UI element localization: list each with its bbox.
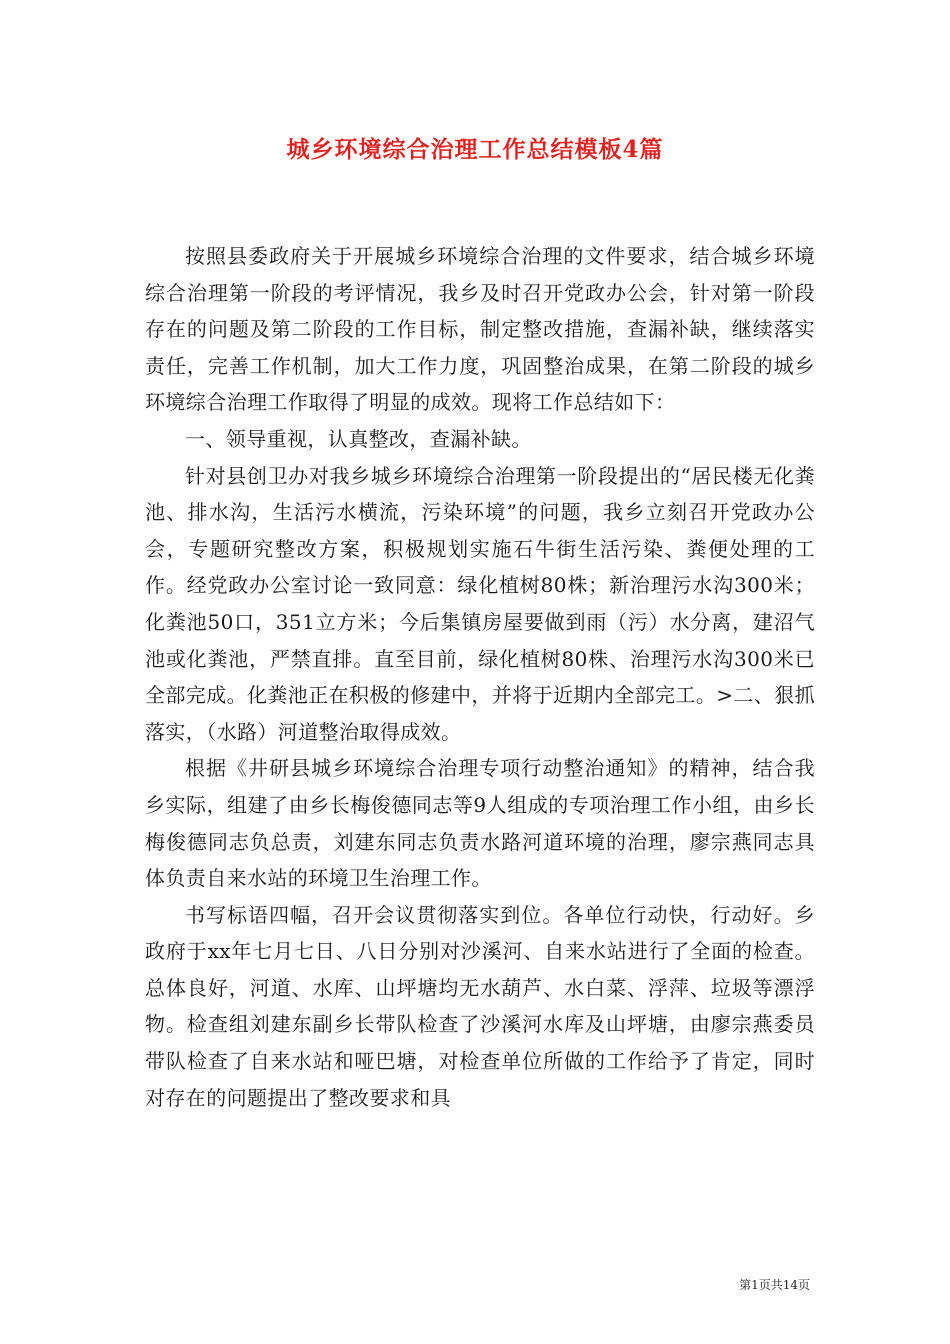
document-title: 城乡环境综合治理工作总结模板4篇 [286, 136, 664, 163]
paragraph-inspection: 书写标语四幅，召开会议贯彻落实到位。各单位行动快，行动好。乡政府于xx年七月七日、八日分别对沙溪河、自来水站进行了全面的检查。总体良好，河道、水库、山坪塘均无水葫芦、水白菜、浮萍、垃圾等漂浮物。检查组刘建东副乡长带队检查了沙溪河水库及山坪塘，由廖宗燕委员带队检查了自来水站和哑巴塘，对检查单位所做的工作给予了肯定，同时对存在的问题提出了整改要求和具 [145, 902, 815, 1110]
paragraph-rectification: 针对县创卫办对我乡城乡环境综合治理第一阶段提出的“居民楼无化粪池、排水沟，生活污水横流，污染环境”的问题，我乡立刻召开党政办公会，专题研究整改方案，积极规划实施石牛街生活污染、粪便处理的工作。经党政办公室讨论一致同意：绿化植树80株；新治理污水沟300米；化粪池50口，351立方米；今后集镇房屋要做到雨（污）水分离，建沼气池或化粪池，严禁直排。直至目前，绿化植树80株、治理污水沟300米已全部完成。化粪池正在积极的修建中，并将于近期内全部完工。>二、狠抓落实，（水路）河道整治取得成效。 [145, 463, 815, 744]
page-number: 第1页共14页 [739, 1278, 810, 1292]
paragraph-intro: 按照县委政府关于开展城乡环境综合治理的文件要求，结合城乡环境综合治理第一阶段的考评情况，我乡及时召开党政办公会，针对第一阶段存在的问题及第二阶段的工作目标，制定整改措施，查漏补缺，继续落实责任，完善工作机制，加大工作力度，巩固整治成果，在第二阶段的城乡环境综合治理工作取得了明显的成效。现将工作总结如下： [145, 244, 815, 415]
document-body [145, 238, 815, 1116]
paragraph-working-group: 根据《井研县城乡环境综合治理专项行动整治通知》的精神，结合我乡实际，组建了由乡长梅俊德同志等9人组成的专项治理工作小组，由乡长梅俊德同志负总责，刘建东同志负责水路河道环境的治理，廖宗燕同志具体负责自来水站的环境卫生治理工作。 [145, 756, 815, 891]
paragraph-section-1-heading: 一、领导重视，认真整改，查漏补缺。 [185, 426, 532, 451]
